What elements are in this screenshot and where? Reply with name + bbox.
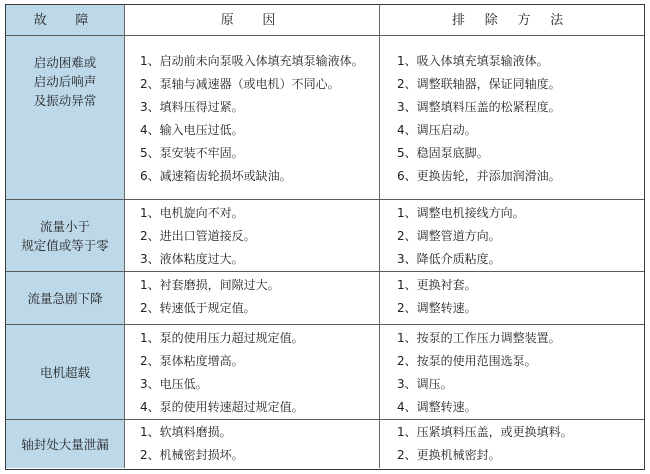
remedy-item: 4、调压启动。 [397,123,477,137]
cause-cell [125,200,380,271]
cause-item: 4、输入电压过低。 [140,123,244,137]
remedy-item: 5、稳固泵底脚。 [397,146,489,160]
cause-item: 3、液体粘度过大。 [140,252,244,266]
fault-text: 轴封处大量泄漏 [21,436,109,452]
cause-item: 5、泵安装不牢固。 [140,146,244,160]
cause-item: 3、电压低。 [140,377,208,391]
remedy-cell [380,420,643,468]
remedy-item: 1、按泵的工作压力调整装置。 [397,331,561,345]
fault-cell [6,36,125,199]
fault-cell [6,272,125,324]
header-row [6,5,644,36]
cause-cell [125,420,380,468]
cause-item: 1、电机旋向不对。 [140,206,244,220]
remedy-cell [380,325,643,419]
remedy-cell [380,36,643,199]
cause-item: 6、减速箱齿轮损坏或缺油。 [140,169,292,183]
remedy-item: 4、调整转速。 [397,400,477,414]
cause-cell [125,325,380,419]
fault-text: 流量急剧下降 [27,290,103,306]
cause-item: 1、泵的使用压力超过规定值。 [140,331,304,345]
remedy-item: 1、调整电机接线方向。 [397,206,525,220]
table-row-3 [6,325,644,420]
fault-text: 流量小于 规定值或等于零 [21,218,109,253]
cause-item: 2、转速低于规定值。 [140,301,256,315]
fault-cell [6,200,125,271]
cause-item: 4、泵的使用转速超过规定值。 [140,400,304,414]
fault-text: 启动困难或 启动后响声 及振动异常 [33,55,97,108]
fault-cell [6,420,125,468]
remedy-item: 2、更换机械密封。 [397,448,501,462]
cause-item: 2、机械密封损坏。 [140,448,244,462]
remedy-cell [380,272,643,324]
cause-item: 3、填料压得过紧。 [140,100,244,114]
remedy-item: 6、更换齿轮，并添加润滑油。 [397,169,561,183]
remedy-item: 1、吸入体填充填泵输液体。 [397,54,549,68]
cause-cell [125,272,380,324]
remedy-item: 1、压紧填料压盖，或更换填料。 [397,425,573,439]
cause-item: 1、衬套磨损，间隙过大。 [140,278,280,292]
fault-text: 电机超载 [39,364,90,380]
cause-item: 2、泵体粘度增高。 [140,354,244,368]
fault-cell [6,325,125,419]
cause-cell [125,36,380,199]
cause-item: 1、软填料磨损。 [140,425,232,439]
table-row-4 [6,420,644,468]
remedy-item: 3、调整填料压盖的松紧程度。 [397,100,561,114]
cause-item: 1、启动前未向泵吸入体填充填泵输液体。 [140,54,364,68]
remedy-item: 1、更换衬套。 [397,278,477,292]
cause-item: 2、泵轴与减速器（或电机）不同心。 [140,77,340,91]
table-row-1 [6,200,644,272]
header-fault: 故 障 [6,5,125,35]
remedy-item: 2、调整管道方向。 [397,229,501,243]
table-row-0 [6,36,644,200]
remedy-item: 3、降低介质粘度。 [397,252,501,266]
header-cause: 原 因 [125,5,380,35]
remedy-item: 2、按泵的使用范围选泵。 [397,354,537,368]
remedy-item: 3、调压。 [397,377,453,391]
remedy-cell [380,200,643,271]
cause-item: 2、进出口管道接反。 [140,229,256,243]
table-row-2 [6,272,644,325]
header-remedy: 排 除 方 法 [380,5,643,35]
fault-table [5,4,645,470]
remedy-item: 2、调整联轴器，保证同轴度。 [397,77,561,91]
remedy-item: 2、调整转速。 [397,301,477,315]
